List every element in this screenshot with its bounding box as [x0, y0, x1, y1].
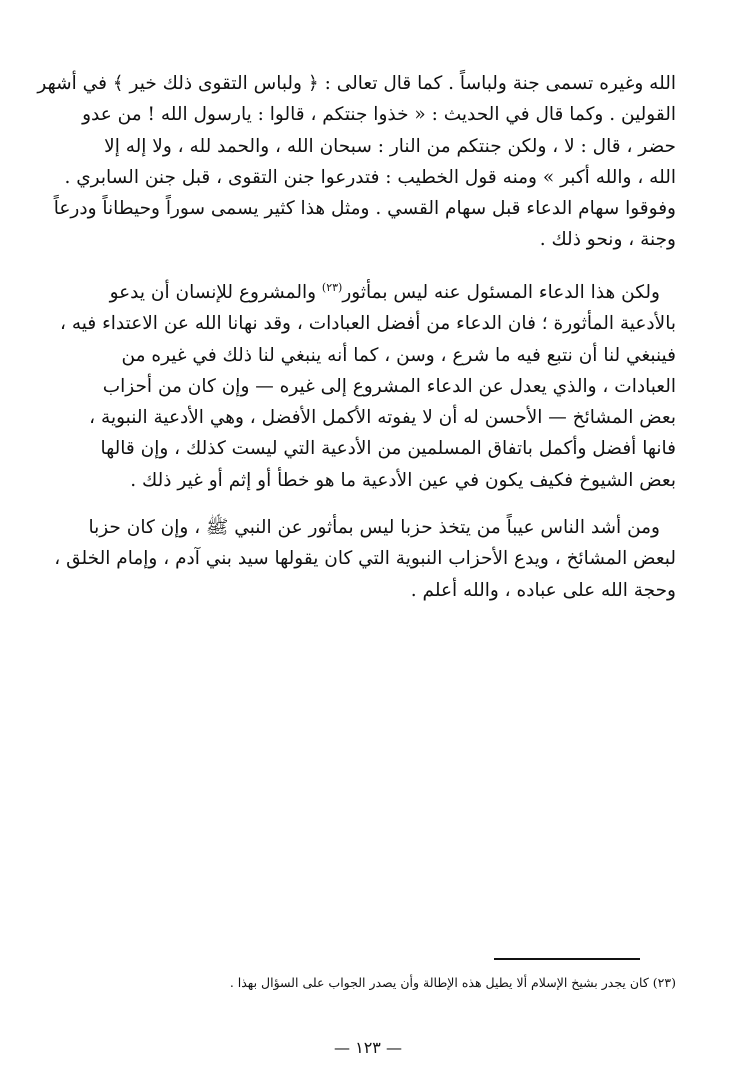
text-line: بعض المشائخ — الأحسن له أن لا يفوته الأكمل الأفضل ، وهي الأدعية النبوية ،	[89, 407, 676, 429]
page-body	[37, 68, 676, 622]
text-line: وحجة الله على عباده ، والله أعلم .	[410, 579, 676, 601]
text-line: الله وغيره تسمى جنة ولباساً . كما قال تعالى : ﴿ ولباس التقوى ذلك خير ﴾ في أشهر	[37, 73, 676, 94]
paragraph-2	[60, 272, 676, 496]
paragraph-3	[54, 512, 676, 606]
text-segment: والمشروع للإنسان أن يدعو	[109, 281, 322, 303]
text-segment: ولكن هذا الدعاء المسئول عنه ليس بمأثور	[342, 281, 660, 303]
footnote	[64, 973, 676, 993]
footnote-divider	[494, 958, 640, 960]
footnote-number: (٢٣)	[652, 975, 676, 990]
text-line: فينبغي لنا أن نتبع فيه ما شرع ، وسن ، كما أنه ينبغي لنا ذلك في غيره من	[121, 344, 676, 366]
paragraph-1	[37, 68, 676, 256]
text-line: ومن أشد الناس عيباً من يتخذ حزبا ليس بمأثور عن النبي ﷺ ، وإن كان حزبا	[88, 517, 660, 539]
text-line: القولين . وكما قال في الحديث : « خذوا جنتكم ، قالوا : يارسول الله ! من عدو	[82, 104, 676, 126]
text-line: لبعض المشائخ ، ويدع الأحزاب النبوية التي كان يقولها سيد بني آدم ، وإمام الخلق ،	[54, 548, 676, 570]
page-number: — ١٢٣ —	[334, 1038, 402, 1057]
text-line: وجنة ، ونحو ذلك .	[539, 229, 676, 251]
text-line: بالأدعية المأثورة ؛ فان الدعاء من أفضل العبادات ، وقد نهانا الله عن الاعتداء فيه ،	[60, 313, 676, 335]
text-line: العبادات ، والذي يعدل عن الدعاء المشروع إلى غيره — وإن كان من أحزاب	[102, 375, 676, 397]
text-line: الله ، والله أكبر » ومنه قول الخطيب : فتدرعوا جنن التقوى ، قبل جنن السابري .	[64, 166, 676, 188]
text-line: فانها أفضل وأكمل باتفاق المسلمين من الأدعية التي ليست كذلك ، وإن قالها	[100, 438, 676, 460]
text-line: حضر ، قال : لا ، ولكن جنتكم من النار : سبحان الله ، والحمد لله ، ولا إله إلا	[104, 135, 676, 157]
footnote-text: كان يجدر بشيخ الإسلام ألا يطيل هذه الإطالة وأن يصدر الجواب على السؤال بهذا .	[229, 975, 649, 990]
footnote-reference[interactable]: (٢٣)	[321, 280, 343, 294]
text-line: بعض الشيوخ فكيف يكون في عين الأدعية ما هو خطأ أو إثم أو غير ذلك .	[130, 469, 676, 491]
text-line: وفوقوا سهام الدعاء قبل سهام القسي . ومثل هذا كثير يسمى سوراً وحيطاناً ودرعاً	[53, 198, 676, 220]
text-line	[64, 272, 676, 308]
